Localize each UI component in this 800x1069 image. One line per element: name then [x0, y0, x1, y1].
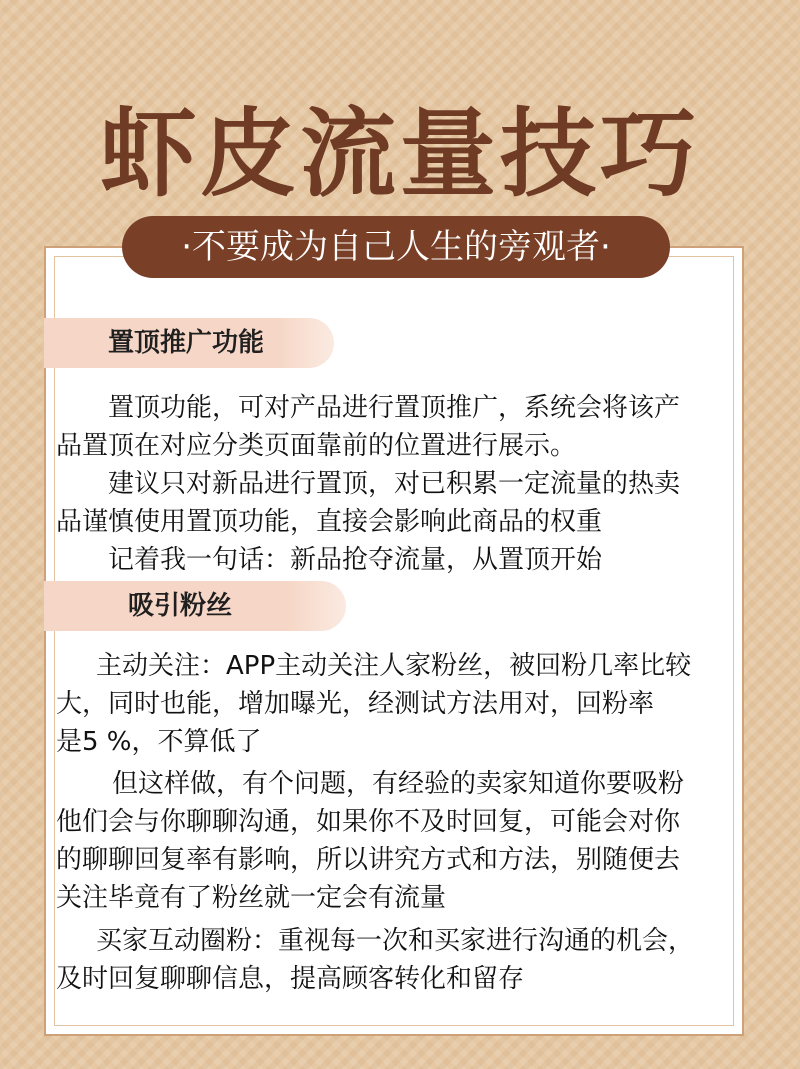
- pinning-paragraphs: [56, 389, 746, 579]
- text-line: 主动关注：APP主动关注人家粉丝，被回粉几率比较: [96, 651, 692, 681]
- page-title: 虾皮流量技巧: [100, 97, 700, 210]
- text-line: 的聊聊回复率有影响，所以讲究方式和方法，别随便去: [56, 845, 681, 875]
- text-line: 及时回复聊聊信息，提高顾客转化和留存: [56, 964, 525, 994]
- text-line: 大，同时也能，增加曝光，经测试方法用对，回粉率: [56, 689, 655, 719]
- section-heading-pinning: 置顶推广功能: [44, 318, 334, 368]
- fans-paragraph-2: [56, 765, 746, 917]
- text-line: 建议只对新品进行置顶，对已积累一定流量的热卖: [108, 469, 681, 499]
- text-line: 关注毕竟有了粉丝就一定会有流量: [56, 883, 447, 913]
- text-line: 买家互动圈粉：重视每一次和买家进行沟通的机会，: [96, 926, 695, 956]
- subtitle-banner: ·不要成为自己人生的旁观者·: [122, 216, 670, 278]
- text-line: 记着我一句话：新品抢夺流量，从置顶开始: [108, 545, 603, 575]
- fans-paragraph-1: [56, 647, 746, 761]
- section-heading-fans: 吸引粉丝: [44, 581, 346, 631]
- text-line: 他们会与你聊聊沟通，如果你不及时回复，可能会对你: [56, 807, 681, 837]
- text-line: 置顶功能，可对产品进行置顶推广，系统会将该产: [108, 393, 681, 423]
- fans-paragraph-3: [56, 922, 746, 998]
- text-line: 品谨慎使用置顶功能，直接会影响此商品的权重: [56, 507, 603, 537]
- text-line: 是5 %，不算低了: [56, 727, 262, 757]
- text-line: 品置顶在对应分类页面靠前的位置进行展示。: [56, 431, 577, 461]
- text-line: 但这样做，有个问题，有经验的卖家知道你要吸粉: [112, 769, 685, 799]
